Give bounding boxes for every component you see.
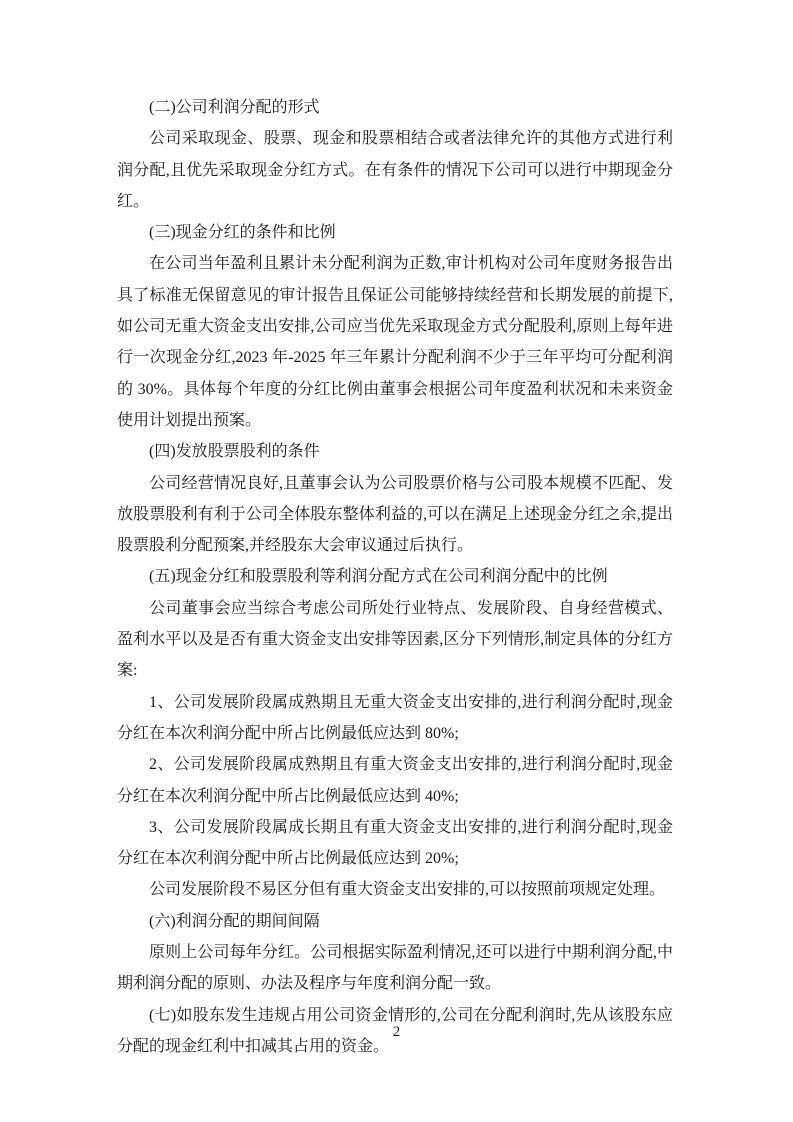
section-heading: (四)发放股票股利的条件	[149, 443, 320, 461]
section-heading: (二)公司利润分配的形式	[149, 99, 320, 116]
section-heading: (五)现金分红和股票股利等利润分配方式在公司利润分配中的比例	[149, 568, 608, 586]
page-number: 2	[392, 1024, 401, 1040]
body-paragraph: 原则上公司每年分红。公司根据实际盈利情况,还可以进行中期利润分配,中期利润分配的原则、办法及程序与年度利润分配一致。	[117, 944, 673, 993]
document-body-text	[117, 92, 673, 1062]
body-paragraph: 公司经营情况良好,且董事会认为公司股票价格与公司股本规模不匹配、发放股票股利有利于公司全体股东整体利益的,可以在满足上述现金分红之余,提出股票股利分配预案,并经股东大会审议通过后执行。	[117, 474, 673, 555]
body-paragraph: 在公司当年盈利且累计未分配利润为正数,审计机构对公司年度财务报告出具了标准无保留意见的审计报告且保证公司能够持续经营和长期发展的前提下,如公司无重大资金支出安排,公司应当优先采取现金方式分配股利,原则上每年进行一次现金分红,2023 年-2025 年三年累计分配利润不少于三年平均可分配利润的 30%。具体每个年度的分红比例由董事会根据公司年度盈利状况和未来资金使用计划提出预案。	[117, 255, 673, 429]
body-paragraph: 2、公司发展阶段属成熟期且有重大资金支出安排的,进行利润分配时,现金分红在本次利润分配中所占比例最低应达到 40%;	[117, 756, 673, 805]
body-paragraph: 3、公司发展阶段属成长期且有重大资金支出安排的,进行利润分配时,现金分红在本次利润分配中所占比例最低应达到 20%;	[117, 818, 673, 868]
body-paragraph: 公司发展阶段不易区分但有重大资金支出安排的,可以按照前项规定处理。	[149, 881, 666, 899]
body-paragraph: 1、公司发展阶段属成熟期且无重大资金支出安排的,进行利润分配时,现金分红在本次利润分配中所占比例最低应达到 80%;	[117, 693, 673, 742]
section-heading: (三)现金分红的条件和比例	[149, 224, 336, 242]
body-paragraph: 公司董事会应当综合考虑公司所处行业特点、发展阶段、自身经营模式、盈利水平以及是否有重大资金支出安排等因素,区分下列情形,制定具体的分红方案:	[117, 599, 673, 680]
section-heading: (六)利润分配的期间间隔	[149, 912, 320, 930]
body-paragraph: (七)如股东发生违规占用公司资金情形的,公司在分配利润时,先从该股东应分配的现金红利中扣减其占用的资金。	[117, 1006, 673, 1055]
body-paragraph: 公司采取现金、股票、现金和股票相结合或者法律允许的其他方式进行利润分配,且优先采取现金分红方式。在有条件的情况下公司可以进行中期现金分红。	[117, 130, 673, 210]
